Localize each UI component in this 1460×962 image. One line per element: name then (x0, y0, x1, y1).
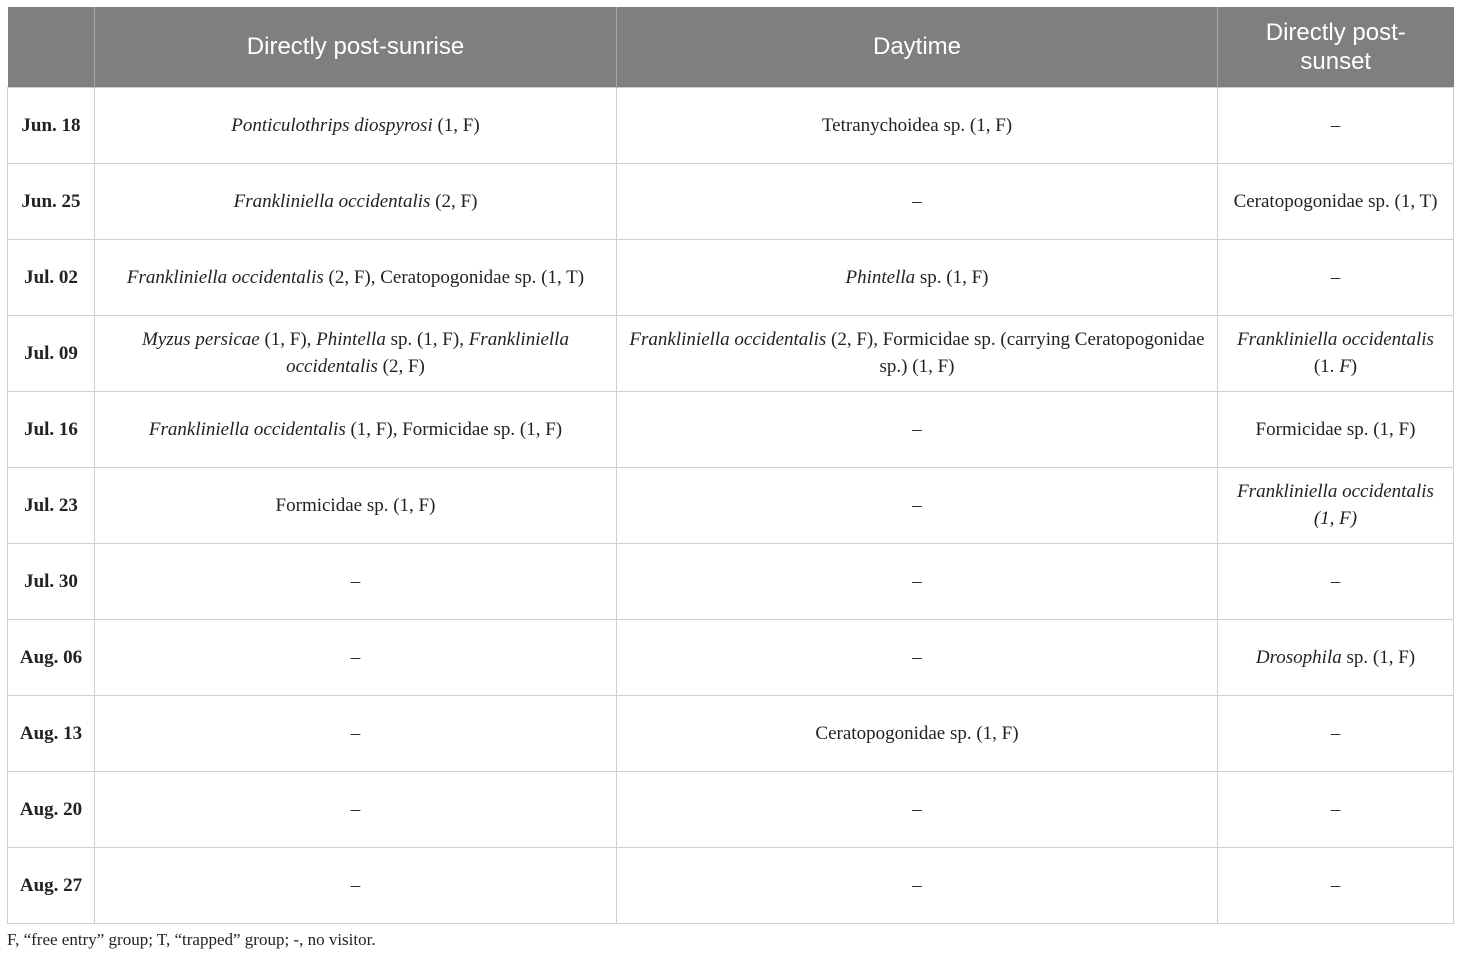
date-cell: Aug. 20 (8, 771, 95, 847)
visitor-table (7, 7, 1454, 924)
cell-post-sunset (1218, 315, 1454, 391)
cell-daytime (617, 847, 1218, 923)
cell-text: – (350, 874, 361, 896)
taxon-name: Myzus persicae (142, 329, 260, 350)
date-cell: Aug. 27 (8, 847, 95, 923)
taxon-name: Frankliniella occidentalis (1237, 329, 1434, 350)
header-cell-date (8, 7, 95, 87)
cell-text: – (350, 798, 361, 820)
header-cell-post-sunrise: Directly post-sunrise (95, 7, 617, 87)
cell-daytime (617, 619, 1218, 695)
cell-text: sp. (1, F) (915, 266, 989, 288)
date-cell: Jun. 25 (8, 163, 95, 239)
cell-post-sunrise (95, 619, 617, 695)
cell-text: – (912, 646, 922, 668)
cell-text: – (1330, 266, 1341, 288)
cell-text: (2, F), Formicidae sp. (carrying Ceratopogonidae sp.) (1, F) (826, 329, 1205, 377)
cell-text: (1, F), (259, 329, 317, 350)
table-row (8, 163, 1454, 239)
cell-post-sunset (1218, 543, 1454, 619)
cell-daytime (617, 543, 1218, 619)
cell-post-sunrise (95, 543, 617, 619)
cell-post-sunrise (95, 239, 617, 315)
taxon-name: Frankliniella occidentalis (629, 329, 827, 350)
cell-post-sunrise (95, 695, 617, 771)
taxon-name: Frankliniella occidentalis (286, 329, 569, 377)
cell-daytime (617, 391, 1218, 467)
date-cell: Aug. 13 (8, 695, 95, 771)
table-row (8, 619, 1454, 695)
cell-text: Formicidae sp. (1, F) (275, 494, 436, 516)
table-row (8, 391, 1454, 467)
cell-text: sp. (1, F), (385, 329, 469, 350)
table-row (8, 695, 1454, 771)
table-row (8, 847, 1454, 923)
date-cell: Jul. 16 (8, 391, 95, 467)
cell-daytime (617, 467, 1218, 543)
taxon-name: Frankliniella occidentalis (148, 418, 346, 440)
cell-post-sunset (1218, 391, 1454, 467)
cell-post-sunset (1218, 163, 1454, 239)
cell-text: (1. (1313, 356, 1340, 377)
table-row (8, 543, 1454, 619)
cell-text: (2, F) (430, 190, 478, 212)
table-header (8, 7, 1454, 87)
date-cell: Jun. 18 (8, 87, 95, 163)
cell-post-sunrise (95, 391, 617, 467)
cell-text: – (912, 494, 922, 516)
cell-daytime (617, 315, 1218, 391)
cell-text: – (1330, 874, 1341, 896)
cell-text: – (912, 570, 922, 592)
cell-post-sunset (1218, 467, 1454, 543)
cell-post-sunset (1218, 771, 1454, 847)
cell-text: (1, F) (432, 114, 480, 136)
cell-post-sunset (1218, 619, 1454, 695)
cell-daytime (617, 695, 1218, 771)
cell-text: – (350, 570, 361, 592)
cell-post-sunset (1218, 87, 1454, 163)
cell-text: Formicidae sp. (1, F) (1255, 418, 1416, 440)
cell-post-sunset (1218, 847, 1454, 923)
cell-post-sunrise (95, 87, 617, 163)
cell-text: – (1330, 798, 1341, 820)
cell-text: – (912, 418, 922, 440)
cell-post-sunset (1218, 239, 1454, 315)
date-cell: Jul. 09 (8, 315, 95, 391)
table-body (8, 87, 1454, 923)
taxon-name: Phintella (845, 266, 916, 288)
date-cell: Jul. 30 (8, 543, 95, 619)
cell-post-sunrise (95, 771, 617, 847)
taxon-name: Phintella (316, 329, 386, 350)
cell-text: – (1330, 722, 1341, 744)
cell-daytime (617, 163, 1218, 239)
cell-text: – (350, 646, 361, 668)
table-row (8, 467, 1454, 543)
cell-text: sp. (1, F) (1341, 646, 1416, 668)
date-cell: Aug. 06 (8, 619, 95, 695)
header-row (8, 7, 1454, 87)
cell-text: Ceratopogonidae sp. (1, F) (815, 722, 1019, 744)
cell-text: – (912, 798, 922, 820)
cell-text: – (1330, 114, 1341, 136)
cell-text: (2, F), Ceratopogonidae sp. (1, T) (323, 266, 585, 288)
cell-text: – (1330, 570, 1341, 592)
cell-text: (1, F), Formicidae sp. (1, F) (345, 418, 563, 440)
cell-post-sunset (1218, 695, 1454, 771)
cell-post-sunrise (95, 315, 617, 391)
cell-text: – (350, 722, 361, 744)
table-row (8, 87, 1454, 163)
header-cell-post-sunset: Directly post-sunset (1218, 7, 1454, 87)
cell-text: Ceratopogonidae sp. (1, T) (1233, 190, 1438, 212)
cell-text: (2, F) (377, 356, 425, 377)
cell-post-sunrise (95, 467, 617, 543)
cell-daytime (617, 239, 1218, 315)
cell-text: ) (1350, 356, 1358, 377)
cell-text: Tetranychoidea sp. (1, F) (821, 114, 1013, 136)
cell-daytime (617, 771, 1218, 847)
taxon-name: Drosophila (1255, 646, 1342, 668)
cell-daytime (617, 87, 1218, 163)
taxon-name: Frankliniella occidentalis (233, 190, 431, 212)
table-row (8, 315, 1454, 391)
header-cell-daytime: Daytime (617, 7, 1218, 87)
cell-text: – (912, 874, 922, 896)
date-cell: Jul. 02 (8, 239, 95, 315)
cell-post-sunrise (95, 847, 617, 923)
taxon-name: Frankliniella occidentalis (1, F) (1237, 481, 1434, 529)
date-cell: Jul. 23 (8, 467, 95, 543)
cell-post-sunrise (95, 163, 617, 239)
table-footnote: F, “free entry” group; T, “trapped” group; -, no visitor. (7, 930, 376, 949)
taxon-name: Ponticulothrips diospyrosi (231, 114, 433, 136)
table-row (8, 771, 1454, 847)
taxon-name: Frankliniella occidentalis (126, 266, 324, 288)
taxon-name: F (1339, 356, 1351, 377)
cell-text: – (912, 190, 922, 212)
table-row (8, 239, 1454, 315)
